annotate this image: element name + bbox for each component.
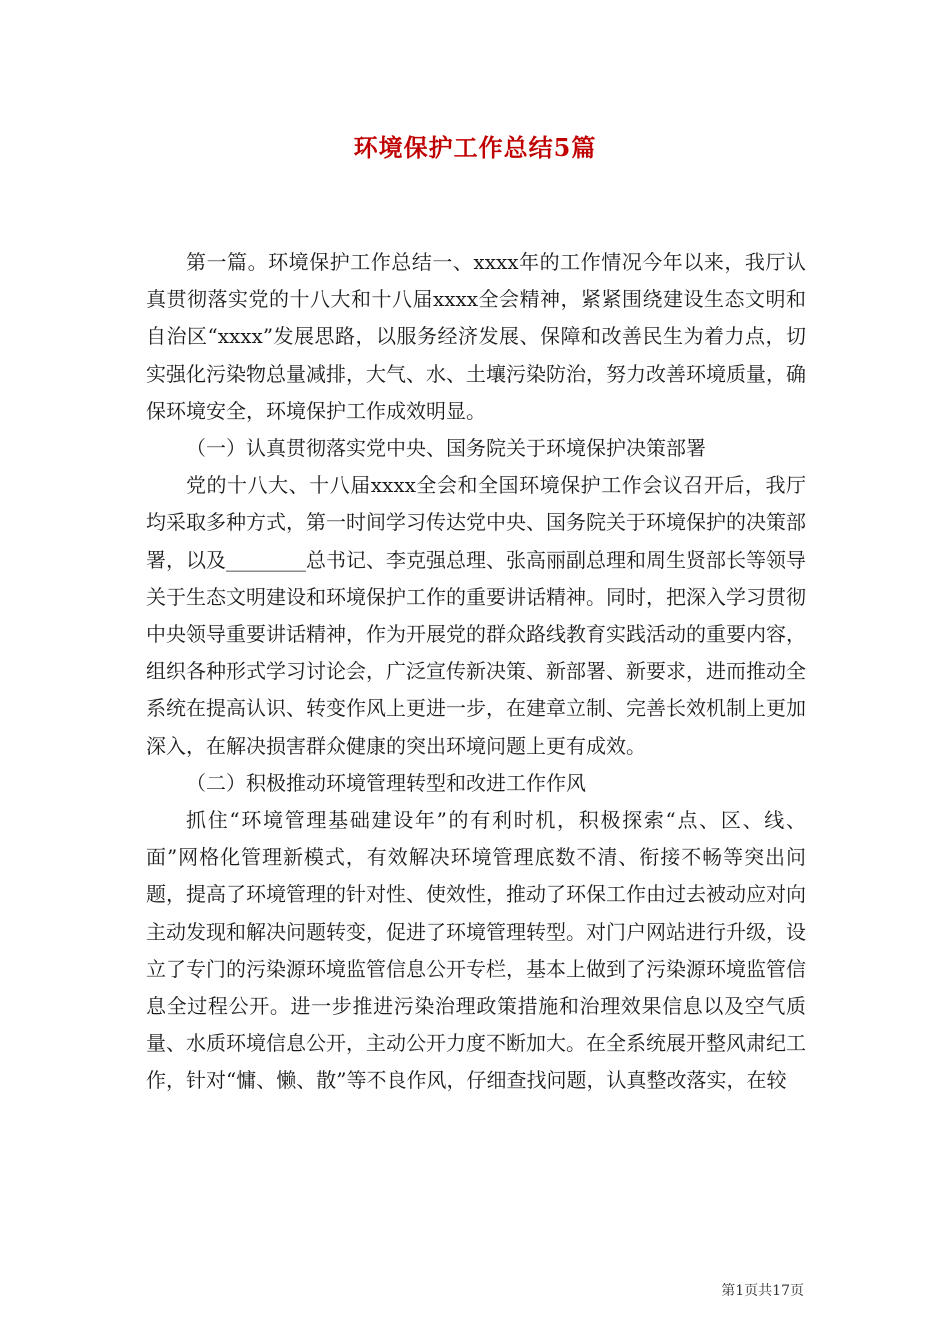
document-title: 环境保护工作总结5篇	[353, 133, 597, 162]
paragraph-section-2: 抓住“环境管理基础建设年”的有利时机，积极探索“点、区、线、面”网格化管理新模式，有效解决环境管理底数不清、衔接不畅等突出问题，提高了环境管理的针对性、使效性，推动了环保工作由过去被动应对向主动发现和解决问题转变，促进了环境管理转型。对门户网站进行升级，设立了专门的污染源环境监管信息公开专栏，基本上做到了污染源环境监管信息全过程公开。进一步推进污染治理政策措施和治理效果信息以及空气质量、水质环境信息公开，主动公开力度不断加大。在全系统展开整风肃纪工作，针对“慵、懒、散”等不良作风，仔细查找问题，认真整改落实，在较	[146, 808, 806, 1093]
paragraph-section-1: 党的十八大、十八届xxxx全会和全国环境保护工作会议召开后，我厅均采取多种方式，第一时间学习传达党中央、国务院关于环境保护的决策部署，以及________总书记、李克强总理、张高丽副总理和周生贤部长等领导关于生态文明建设和环境保护工作的重要讲话精神。同时，把深入学习贯彻中央领导重要讲话精神，作为开展党的群众路线教育实践活动的重要内容，组织各种形式学习讨论会，广泛宣传新决策、新部署、新要求，进而推动全系统在提高认识、转变作风上更进一步，在建章立制、完善长效机制上更加深入，在解决损害群众健康的突出环境问题上更有成效。	[146, 473, 806, 758]
page-number-footer: 第1页共17页	[721, 1283, 804, 1299]
section-heading-1: （一）认真贯彻落实党中央、国务院关于环境保护决策部署	[186, 436, 706, 461]
paragraph-intro: 第一篇。环境保护工作总结一、xxxx年的工作情况今年以来，我厅认真贯彻落实党的十八大和十八届xxxx全会精神，紧紧围绕建设生态文明和自治区“xxxx”发展思路，以服务经济发展、保障和改善民生为着力点，切实强化污染物总量减排，大气、水、土壤污染防治，努力改善环境质量，确保环境安全，环境保护工作成效明显。	[146, 250, 806, 423]
section-heading-2: （二）积极推动环境管理转型和改进工作作风	[186, 770, 586, 795]
document-body	[146, 244, 806, 1100]
